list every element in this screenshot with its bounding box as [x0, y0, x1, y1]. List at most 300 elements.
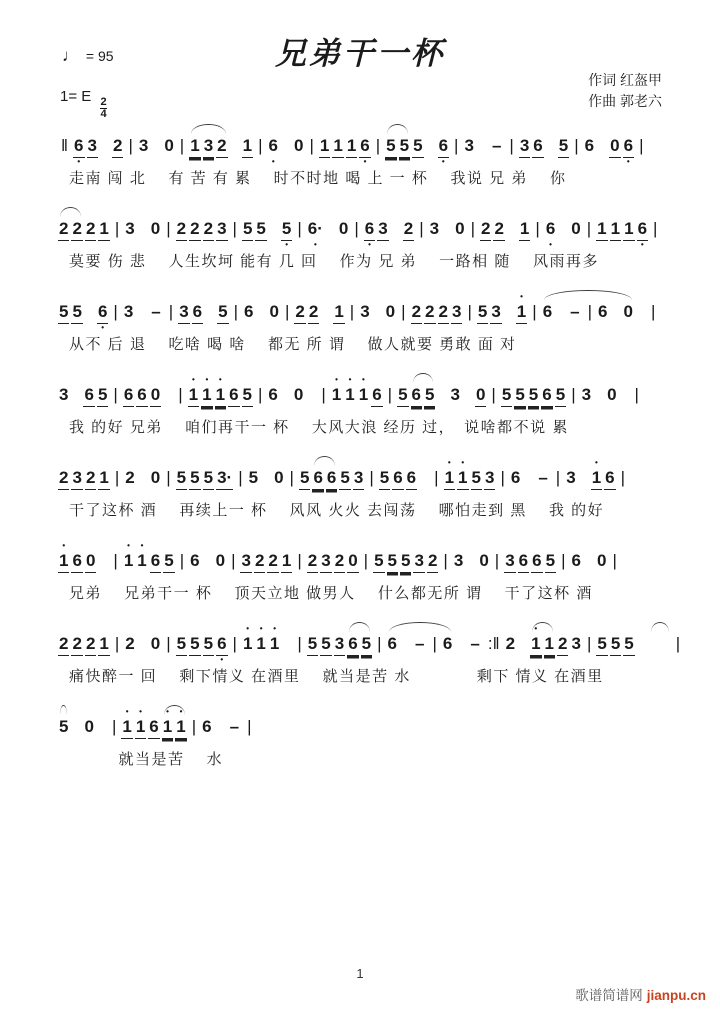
- rest-token: 0: [571, 219, 581, 238]
- slur-group: [161, 715, 188, 739]
- note-token: 1: [319, 135, 330, 158]
- space: [281, 384, 291, 406]
- note-token: 2: [267, 550, 278, 573]
- space: [71, 716, 81, 738]
- note-token: 6: [604, 467, 615, 490]
- site-link[interactable]: jianpu.cn: [646, 988, 706, 1003]
- note-group: [72, 134, 188, 158]
- note-token: 5: [242, 384, 253, 407]
- note-token: 5: [514, 384, 525, 407]
- note-token: 6 •: [216, 633, 227, 656]
- barline: |: [297, 634, 302, 653]
- note-token: 6: [571, 551, 581, 570]
- note-token: 3: [320, 550, 331, 573]
- note-token: 2: [125, 468, 135, 487]
- space: [504, 301, 514, 323]
- rest-token: 0: [293, 385, 304, 404]
- barline: |: [168, 302, 174, 321]
- space: [637, 633, 647, 655]
- note-token: 3: [216, 218, 227, 241]
- rest-token: 0: [347, 550, 358, 573]
- space: [455, 633, 465, 655]
- note-token: 3: [71, 467, 82, 490]
- note-token: 5: [320, 633, 331, 656]
- note-token: • 1: [136, 550, 147, 572]
- note-token: 3: [240, 550, 251, 573]
- note-token: 5: [558, 135, 569, 158]
- note-token: 5: [385, 135, 396, 158]
- rest-token: 0: [623, 302, 633, 321]
- note-token: 6: [136, 384, 147, 407]
- slur-group: [386, 632, 455, 656]
- barline: |: [491, 385, 496, 404]
- note-token: 6: [150, 550, 161, 573]
- rest-token: 0: [215, 551, 226, 570]
- notation-system: [57, 466, 682, 520]
- space: [203, 550, 213, 572]
- note-token: • 1: [188, 384, 199, 407]
- note-token: 6: [531, 550, 542, 573]
- barline: |: [258, 385, 263, 404]
- barline: |: [128, 136, 133, 155]
- rest-token: 0: [150, 634, 161, 653]
- note-token: • 1: [175, 716, 186, 739]
- notes-line: [57, 134, 682, 158]
- barline: |: [231, 551, 236, 570]
- note-token: 6· •: [307, 218, 324, 240]
- note-token: 3: [450, 385, 460, 404]
- note-token: 5: [203, 467, 214, 490]
- note-token: 2: [334, 550, 345, 573]
- barline: |: [639, 136, 644, 155]
- space: [100, 135, 110, 157]
- barline: |: [532, 302, 537, 321]
- note-token: 5: [412, 135, 423, 158]
- note-group: [57, 300, 541, 324]
- notes-line: [57, 632, 682, 656]
- space: [477, 135, 487, 157]
- space: [594, 384, 604, 406]
- rest-token: 0: [455, 219, 465, 238]
- space: [163, 384, 173, 406]
- note-token: 5: [242, 218, 253, 241]
- note-token: 5: [387, 550, 398, 573]
- lyrics-line: 痛快醉一 回 剩下情义 在酒里 就当是苦 水 剩下 情义 在酒里: [69, 668, 604, 685]
- notes-line: [57, 549, 682, 573]
- note-token: 2: [58, 633, 69, 656]
- note-token: 2: [308, 301, 319, 324]
- note-token: 6: [387, 634, 398, 653]
- slur-group: [541, 300, 635, 324]
- rest-token: 0: [150, 219, 161, 238]
- space: [419, 467, 429, 489]
- note-token: • 1: [255, 633, 266, 655]
- note-token: 5: [424, 384, 435, 407]
- slur-group: [188, 134, 228, 158]
- dash-token: –: [491, 136, 502, 155]
- song-title: 兄弟干一杯: [275, 36, 445, 71]
- space: [282, 633, 292, 655]
- note-token: 2: [176, 218, 187, 241]
- barline: |: [612, 551, 617, 570]
- barline: |: [620, 468, 626, 487]
- time-numerator: 2: [100, 96, 107, 108]
- note-token: 2: [557, 633, 568, 656]
- barline: |: [232, 634, 237, 653]
- space: [138, 633, 148, 655]
- rest-token: 0: [274, 468, 284, 487]
- space: [269, 218, 279, 240]
- barline: |: [454, 136, 459, 155]
- note-group: [70, 715, 160, 739]
- barline: |: [166, 468, 171, 487]
- note-token: 2: [85, 218, 96, 241]
- note-token: 6: [312, 467, 323, 490]
- note-token: 5: [397, 384, 408, 407]
- note-group: [635, 300, 659, 324]
- note-token: • 1: [135, 716, 146, 739]
- space: [620, 384, 630, 406]
- note-token: • 1: [269, 633, 280, 655]
- barline: |: [375, 136, 381, 155]
- slur-group: [648, 632, 672, 656]
- note-token: 2: [254, 550, 265, 573]
- note-token: 2: [480, 218, 491, 241]
- barline: |: [114, 468, 120, 487]
- barline: |: [387, 385, 393, 404]
- note-group: [57, 383, 410, 407]
- note-token: 1: [596, 218, 607, 241]
- note-token: 2: [294, 301, 305, 324]
- lyrics-line: 走南 闯 北 有 苦 有 累 时不时地 喝 上 一 杯 我说 兄 弟 你: [69, 170, 567, 187]
- note-token: 1: [281, 550, 292, 573]
- slur-group: [529, 632, 556, 656]
- rest-token: 0: [293, 136, 304, 155]
- note-token: 3: [566, 468, 576, 487]
- barline: |: [434, 468, 439, 487]
- note-token: 6: [411, 384, 422, 407]
- note-token: • 1: [58, 550, 69, 573]
- note-token: 3: [353, 467, 364, 490]
- note-token: 6: [442, 634, 453, 653]
- barline: |: [179, 551, 185, 570]
- note-token: 6: [510, 468, 521, 487]
- notation-system: [57, 300, 682, 354]
- note-token: • 1: [242, 633, 253, 655]
- note-token: 5: [361, 633, 372, 656]
- note-token: 5: [555, 384, 566, 407]
- rest-token: 0: [269, 302, 279, 321]
- barline: |: [297, 551, 302, 570]
- note-token: 2: [307, 550, 318, 573]
- composer-credit: 作曲 郭老六: [588, 93, 662, 109]
- barline: |: [500, 468, 505, 487]
- barline: |: [401, 302, 406, 321]
- lyrics-line: 就当是苦 水: [69, 751, 224, 768]
- note-token: 2: [85, 467, 96, 490]
- note-token: 3: [453, 551, 464, 570]
- key-signature: [60, 88, 107, 120]
- note-token: 5: [97, 384, 108, 407]
- space: [138, 467, 148, 489]
- note-token: 5: [189, 467, 200, 490]
- barline: |: [443, 551, 448, 570]
- space: [71, 384, 81, 406]
- credits: [588, 70, 662, 112]
- note-token: 3: [581, 385, 592, 404]
- note-token: 6: [148, 716, 159, 739]
- note-token: 5: [217, 301, 228, 324]
- note-token: 2: [216, 135, 227, 158]
- barline: |: [321, 385, 326, 404]
- space: [558, 218, 568, 240]
- barline: |: [650, 302, 656, 321]
- dash-token: –: [151, 302, 161, 321]
- space: [597, 135, 607, 157]
- note-token: 1: [98, 467, 109, 490]
- note-group: [454, 632, 529, 656]
- barline: |: [586, 634, 592, 653]
- space: [97, 716, 107, 738]
- note-token: 5: [379, 467, 390, 490]
- note-token: 5: [610, 633, 621, 656]
- note-token: 1: [544, 633, 555, 656]
- note-token: 5: [501, 384, 512, 407]
- rest-token: 0: [385, 302, 396, 321]
- space: [523, 467, 533, 489]
- note-token: 1: [98, 633, 109, 656]
- note-token: 2: [58, 467, 69, 490]
- note-token: 6: [542, 302, 553, 321]
- slur-group: [57, 217, 84, 241]
- note-token: 6 •: [637, 218, 648, 241]
- note-token: 3: [203, 135, 214, 158]
- space: [546, 135, 556, 157]
- space: [215, 716, 225, 738]
- note-token: 6: [192, 301, 203, 324]
- note-token: • 1: [123, 550, 134, 572]
- space: [466, 550, 476, 572]
- barline: |: [166, 219, 171, 238]
- rest-token: 0: [609, 135, 620, 158]
- note-token: 3: [504, 550, 515, 573]
- note-token: • 1: [162, 716, 173, 739]
- space: [579, 467, 589, 489]
- notation-system: [57, 632, 682, 686]
- note-token: 3: [377, 218, 388, 241]
- space: [426, 135, 436, 157]
- note-token: 2: [424, 301, 435, 324]
- note-group: [57, 549, 621, 573]
- note-token: 1: [610, 218, 621, 241]
- note-token: 6: [123, 384, 134, 407]
- note-token: 6 •: [545, 218, 556, 240]
- note-token: 6 •: [268, 135, 279, 157]
- slur-group: [410, 383, 437, 407]
- note-token: 6: [371, 384, 382, 407]
- key-label: 1= E: [60, 88, 92, 105]
- rest-token: 0: [607, 385, 617, 404]
- barline: |: [232, 219, 237, 238]
- slur-group: [346, 632, 373, 656]
- note-token: 6: [326, 467, 337, 490]
- note-token: 1: [519, 218, 530, 241]
- note-token: 5: [545, 550, 556, 573]
- barline: |: [289, 468, 294, 487]
- note-token: 5: [477, 301, 488, 324]
- note-token: • 1: [444, 467, 455, 490]
- note-token: 5 •: [281, 218, 292, 241]
- rest-token: 0: [475, 384, 486, 407]
- barline: |: [233, 302, 239, 321]
- barline: |: [675, 634, 681, 653]
- barline: |: [113, 302, 118, 321]
- note-token: 3: [429, 219, 440, 238]
- note-token: 1: [242, 135, 253, 158]
- lyrics-line: 我 的好 兄弟 咱们再干一 杯 大风大浪 经历 过， 说啥都不说 累: [69, 419, 569, 436]
- note-token: 3: [451, 301, 462, 324]
- note-token: 6: [83, 384, 94, 407]
- note-token: 3: [59, 385, 69, 404]
- note-token: 5: [299, 467, 310, 490]
- barline: |: [247, 717, 252, 736]
- barline: |: [113, 551, 118, 570]
- rest-token: 0: [479, 551, 489, 570]
- note-token: • 1: [516, 301, 527, 324]
- note-token: 2: [403, 218, 414, 241]
- barline: |: [571, 385, 576, 404]
- note-token: 3: [178, 301, 189, 324]
- space: [230, 135, 240, 157]
- barline: |: [114, 634, 120, 653]
- note-token: 5: [163, 550, 174, 573]
- note-token: 1: [189, 135, 200, 158]
- note-token: • 1: [215, 384, 226, 407]
- note-token: 2: [411, 301, 422, 324]
- note-token: 2: [203, 218, 214, 241]
- space: [256, 301, 266, 323]
- note-token: • 1: [344, 384, 355, 406]
- barline: |: [587, 302, 593, 321]
- notation-system: [57, 715, 682, 769]
- note-token: 5: [373, 550, 384, 573]
- barline: |: [653, 219, 658, 238]
- note-group: [672, 632, 684, 656]
- barline: |: [238, 468, 243, 487]
- note-token: 6: [584, 136, 595, 155]
- note-token: • 1: [201, 384, 212, 407]
- note-token: 5: [255, 218, 266, 241]
- space: [518, 633, 528, 655]
- barline: |: [555, 468, 561, 487]
- space: [555, 301, 565, 323]
- note-token: 6: [406, 467, 417, 490]
- note-token: 3: [123, 302, 134, 321]
- space: [507, 218, 517, 240]
- barline: |: [354, 219, 359, 238]
- dash-token: –: [470, 634, 480, 653]
- score: [57, 134, 682, 798]
- barline: :‖: [487, 634, 500, 653]
- space: [98, 550, 108, 572]
- barline: |: [574, 136, 579, 155]
- site-name: 歌谱简谱网: [575, 988, 643, 1003]
- barline: |: [467, 302, 472, 321]
- space: [437, 384, 447, 406]
- slur-group: [384, 134, 411, 158]
- barline: |: [586, 219, 592, 238]
- note-token: 3: [519, 135, 530, 158]
- note-token: 2: [427, 550, 438, 573]
- note-token: 6: [190, 551, 200, 570]
- note-group: [57, 134, 72, 158]
- dash-token: –: [229, 717, 240, 736]
- note-token: 3·: [216, 467, 233, 490]
- notation-system: [57, 383, 682, 437]
- note-token: 5: [339, 467, 350, 490]
- note-token: 5: [528, 384, 539, 407]
- lyrics-line: 从不 后 退 吃啥 喝 啥 都无 所 谓 做人就要 勇敢 面 对: [69, 336, 517, 353]
- note-token: 3: [334, 633, 345, 656]
- dash-token: –: [415, 634, 425, 653]
- note-group: [57, 466, 311, 490]
- note-token: 6 •: [364, 218, 375, 241]
- note-token: 5: [59, 717, 69, 736]
- note-token: 5: [623, 633, 634, 656]
- note-token: 6 •: [623, 135, 634, 158]
- note-token: 3: [125, 219, 135, 238]
- barline: |: [377, 634, 382, 653]
- note-token: 2: [85, 633, 96, 656]
- barline: |: [432, 634, 437, 653]
- note-token: • 1: [358, 384, 369, 406]
- barline: |: [297, 219, 302, 238]
- note-token: 3: [571, 634, 581, 653]
- note-token: 5: [176, 467, 187, 490]
- time-denominator: 4: [100, 108, 107, 120]
- slur-group: [311, 466, 338, 490]
- note-token: 1: [333, 301, 344, 324]
- note-token: 6: [244, 302, 254, 321]
- note-token: 5: [58, 301, 69, 324]
- barline: |: [111, 717, 117, 736]
- note-token: 1: [623, 218, 634, 241]
- note-token: 6: [228, 384, 239, 407]
- barline: |: [634, 385, 639, 404]
- barline: |: [349, 302, 355, 321]
- note-token: 2: [189, 218, 200, 241]
- dash-token: –: [538, 468, 548, 487]
- barline: |: [114, 219, 120, 238]
- note-token: 6: [532, 135, 543, 158]
- space: [85, 301, 95, 323]
- notes-line: [57, 300, 682, 324]
- rest-token: 0: [338, 219, 349, 238]
- rest-token: 0: [85, 550, 96, 573]
- site-watermark: [575, 984, 706, 1004]
- space: [400, 633, 410, 655]
- note-group: [556, 632, 648, 656]
- barline: |: [470, 219, 475, 238]
- note-token: 5: [176, 633, 187, 656]
- note-token: • 1: [121, 716, 132, 739]
- note-token: 6: [202, 717, 212, 736]
- barline: |: [113, 385, 118, 404]
- note-token: 2: [71, 218, 82, 241]
- page-number: 1: [356, 966, 364, 981]
- space: [636, 301, 646, 323]
- tempo-value: = 95: [85, 48, 114, 64]
